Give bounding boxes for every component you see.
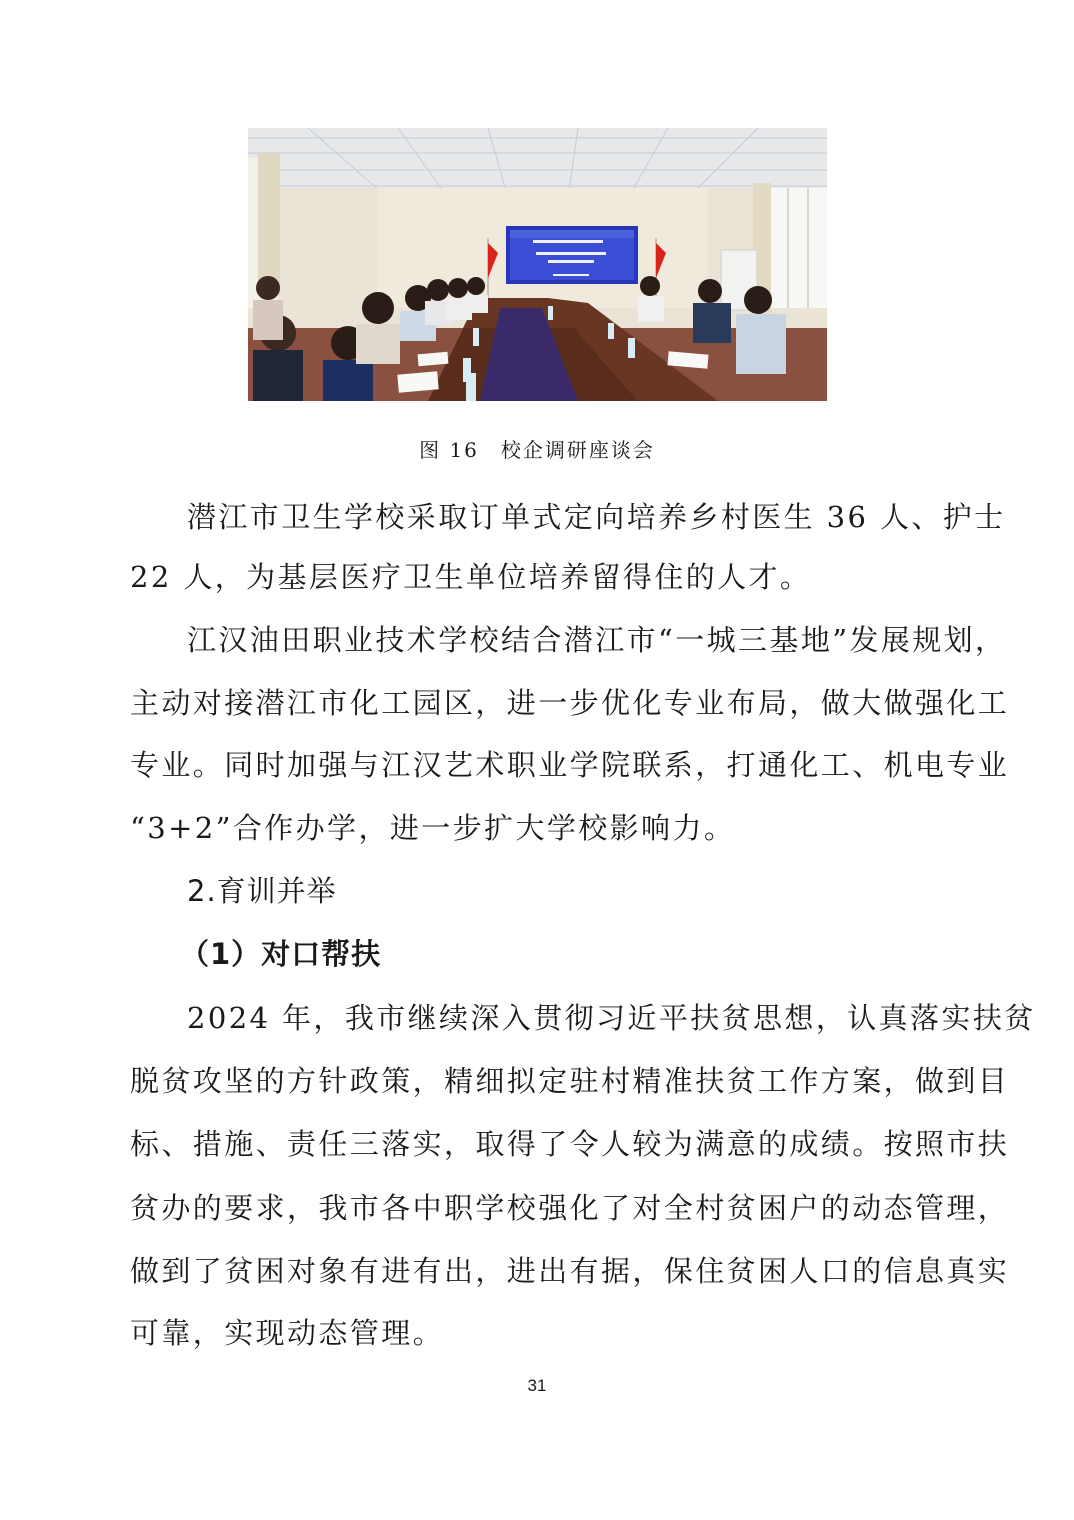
paragraph-3-line-6: 可靠，实现动态管理。 [130,1316,445,1350]
paragraph-3-line-2: 脱贫攻坚的方针政策，精细拟定驻村精准扶贫工作方案，做到目 [130,1064,1010,1098]
paragraph-3-line-4: 贫办的要求，我市各中职学校强化了对全村贫困户的动态管理， [130,1191,1010,1225]
page-number: 31 [527,1376,547,1395]
paragraph-3-line-5: 做到了贫困对象有进有出，进出有据，保住贫困人口的信息真实 [130,1254,1010,1288]
paragraph-1-line-1: 潜江市卫生学校采取订单式定向培养乡村医生 36 人、护士 [187,500,1006,534]
paragraph-2-line-1: 江汉油田职业技术学校结合潜江市“一城三基地”发展规划， [187,623,1007,657]
section-heading: 2.育训并举 [187,874,337,908]
paragraph-3-line-1: 2024 年，我市继续深入贯彻习近平扶贫思想，认真落实扶贫 [187,1001,1036,1035]
paragraph-2-line-4: “3+2”合作办学，进一步扩大学校影响力。 [130,811,736,845]
paragraph-2-line-3: 专业。同时加强与江汉艺术职业学院联系，打通化工、机电专业 [130,748,1010,782]
paragraph-3-line-3: 标、措施、责任三落实，取得了令人较为满意的成绩。按照市扶 [130,1127,1010,1161]
paragraph-2-line-2: 主动对接潜江市化工园区，进一步优化专业布局，做大做强化工 [130,686,1010,720]
meeting-photo [248,128,827,401]
paragraph-1-line-2: 22 人，为基层医疗卫生单位培养留得住的人才。 [130,560,812,594]
subsection-heading: （1）对口帮扶 [180,937,382,971]
figure-caption: 图 16 校企调研座谈会 [419,438,655,462]
